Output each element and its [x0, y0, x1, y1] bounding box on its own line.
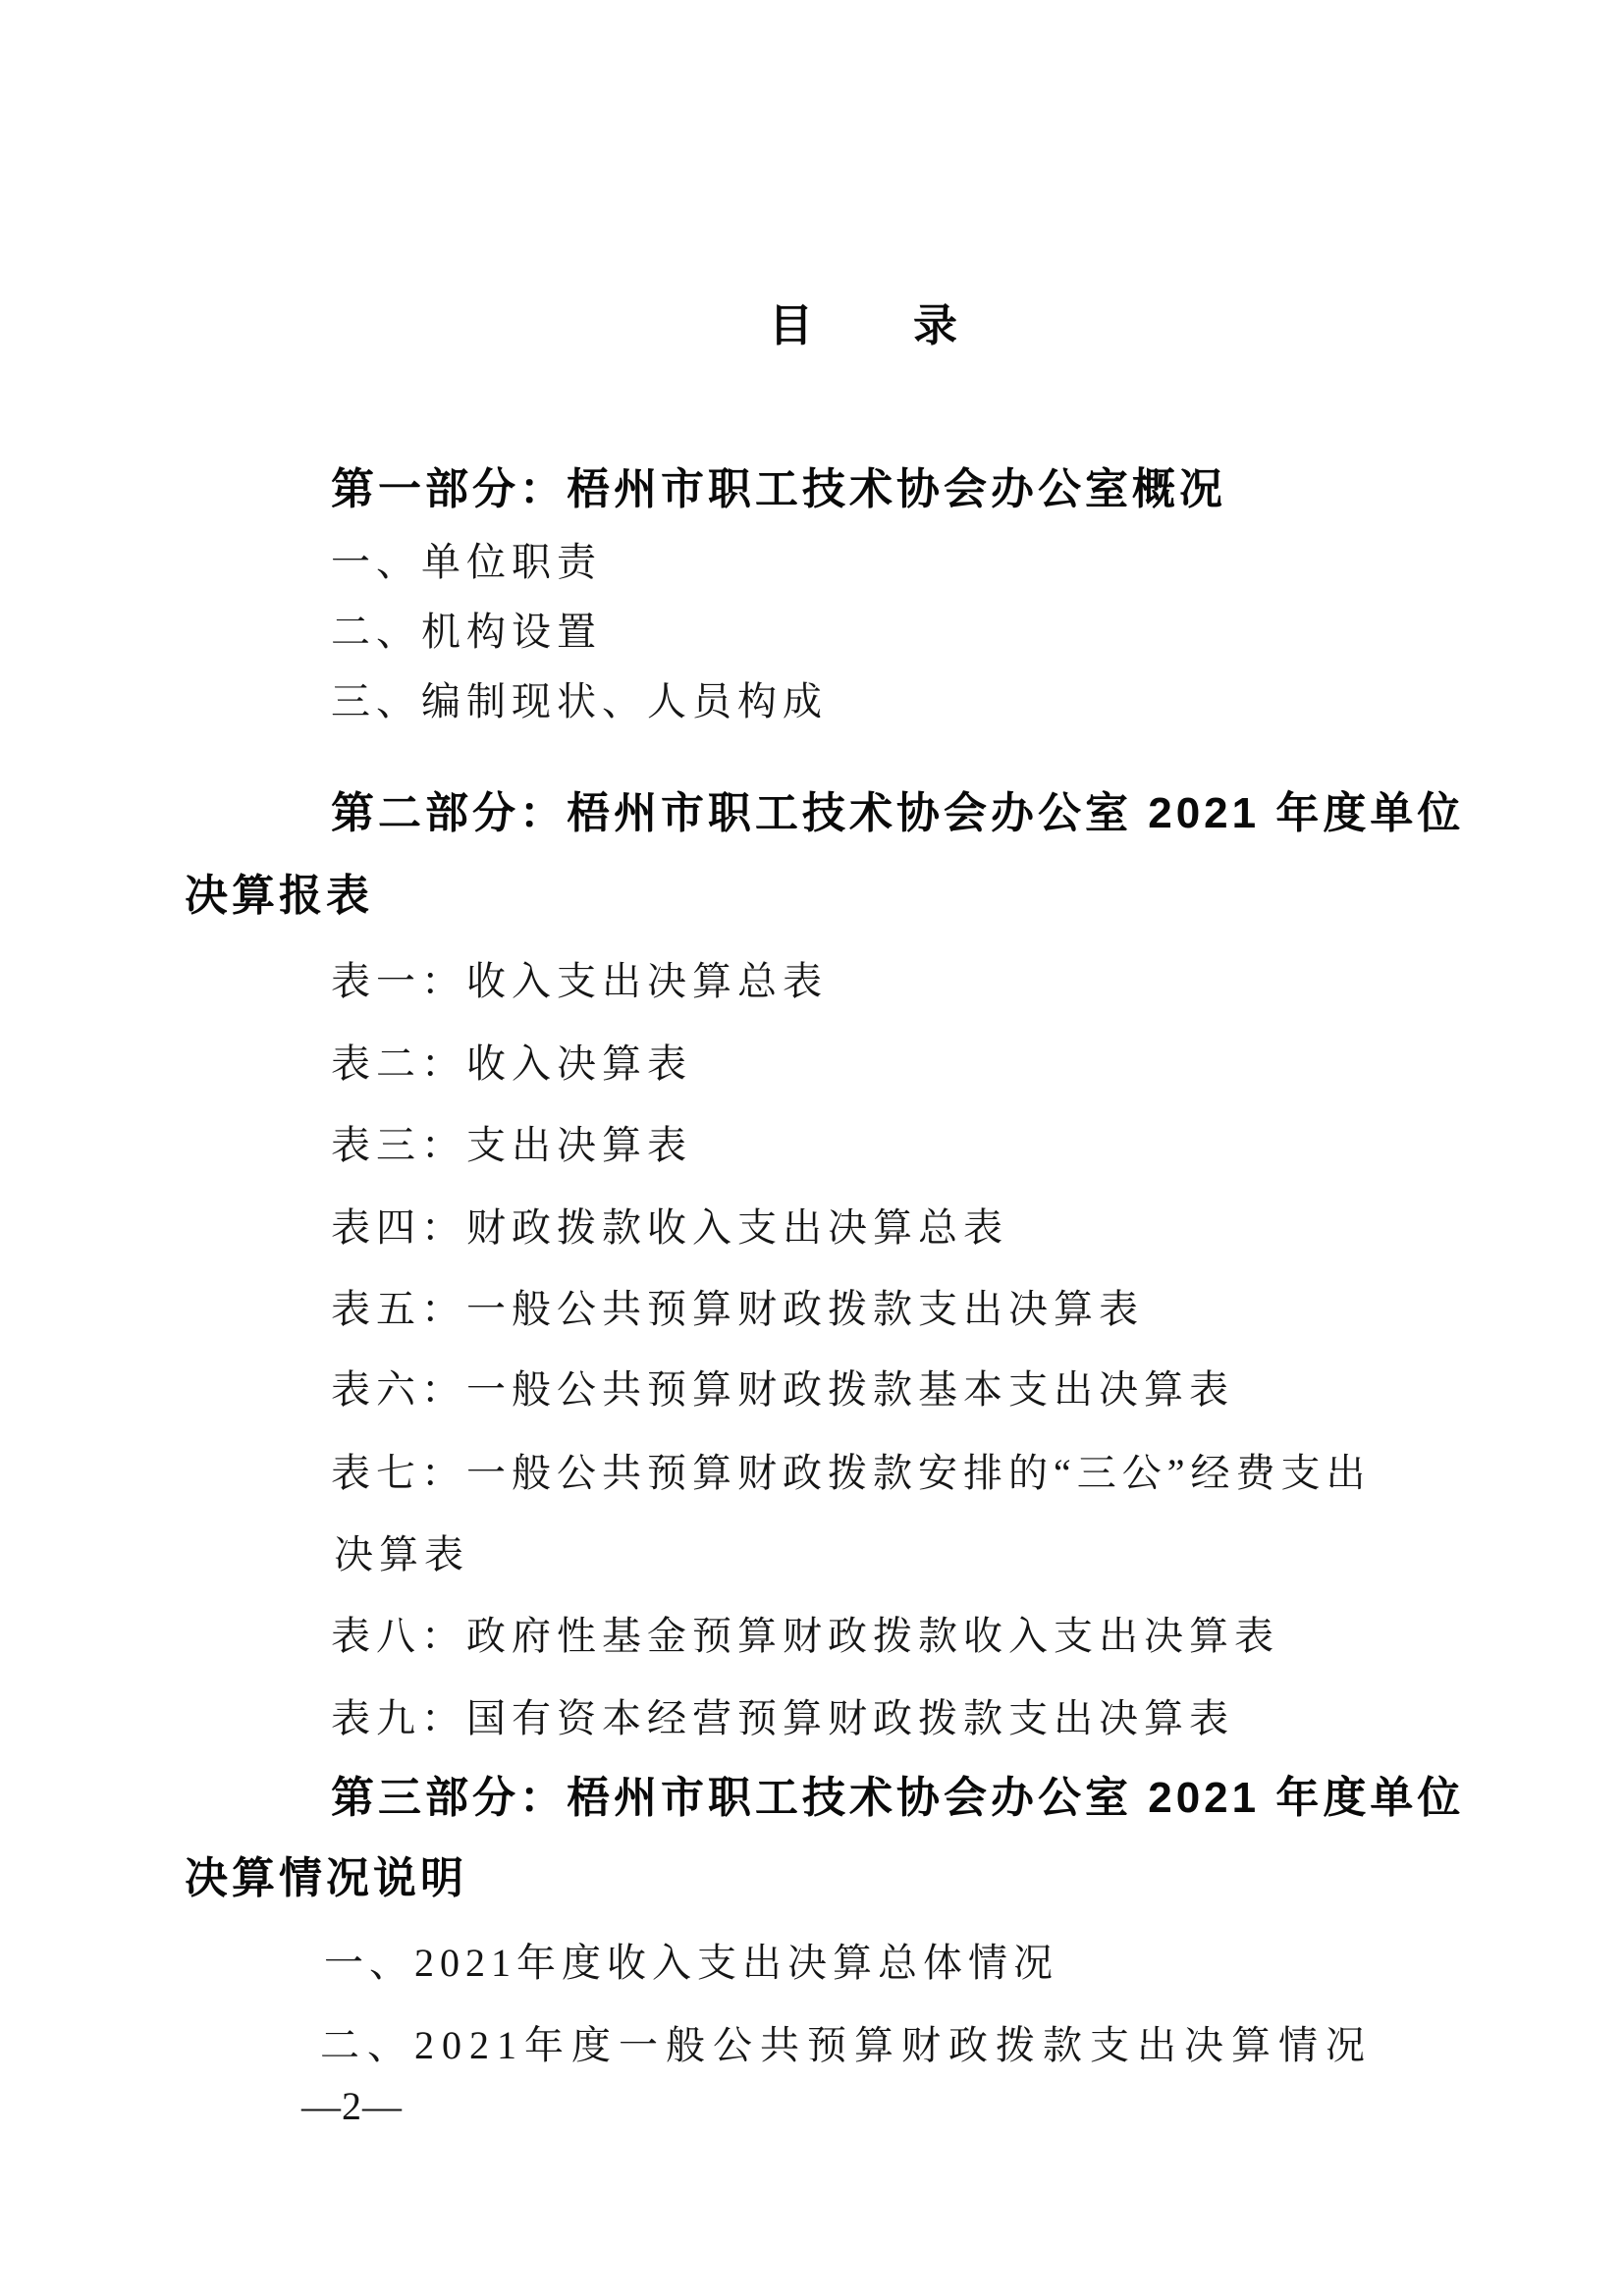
- toc-item-table2: 表二：收入决算表: [331, 1041, 692, 1086]
- toc-item-table8: 表八：政府性基金预算财政拨款收入支出决算表: [331, 1614, 1279, 1658]
- part3-heading-line1: 第三部分：梧州市职工技术协会办公室 2021 年度单位: [331, 1774, 1465, 1822]
- page-title: 目 录: [769, 300, 962, 350]
- part1-heading: 第一部分：梧州市职工技术协会办公室概况: [331, 465, 1226, 513]
- toc-item-table7-line2: 决算表: [334, 1532, 469, 1576]
- toc-item-table9: 表九：国有资本经营预算财政拨款支出决算表: [331, 1696, 1234, 1740]
- toc-item-table7-line1: 表七：一般公共预算财政拨款安排的“三公”经费支出: [331, 1451, 1372, 1495]
- part2-heading-line2: 决算报表: [185, 872, 373, 920]
- toc-item-part1-3: 三、编制现状、人员构成: [331, 679, 828, 723]
- page-number: —2—: [301, 2084, 403, 2128]
- part2-heading-line1: 第二部分：梧州市职工技术协会办公室 2021 年度单位: [331, 789, 1465, 837]
- toc-item-part1-1: 一、单位职责: [331, 540, 602, 584]
- toc-item-table5: 表五：一般公共预算财政拨款支出决算表: [331, 1287, 1144, 1331]
- toc-item-table3: 表三：支出决算表: [331, 1123, 692, 1167]
- toc-item-part3-2: 二、2021年度一般公共预算财政拨款支出决算情况: [320, 2023, 1373, 2067]
- toc-item-table6: 表六：一般公共预算财政拨款基本支出决算表: [331, 1367, 1234, 1412]
- toc-item-table4: 表四：财政拨款收入支出决算总表: [331, 1205, 1008, 1250]
- toc-item-table1: 表一：收入支出决算总表: [331, 959, 828, 1003]
- part3-heading-line2: 决算情况说明: [185, 1854, 467, 1902]
- toc-item-part1-2: 二、机构设置: [331, 610, 602, 654]
- toc-item-part3-1: 一、2021年度收入支出决算总体情况: [324, 1941, 1058, 1985]
